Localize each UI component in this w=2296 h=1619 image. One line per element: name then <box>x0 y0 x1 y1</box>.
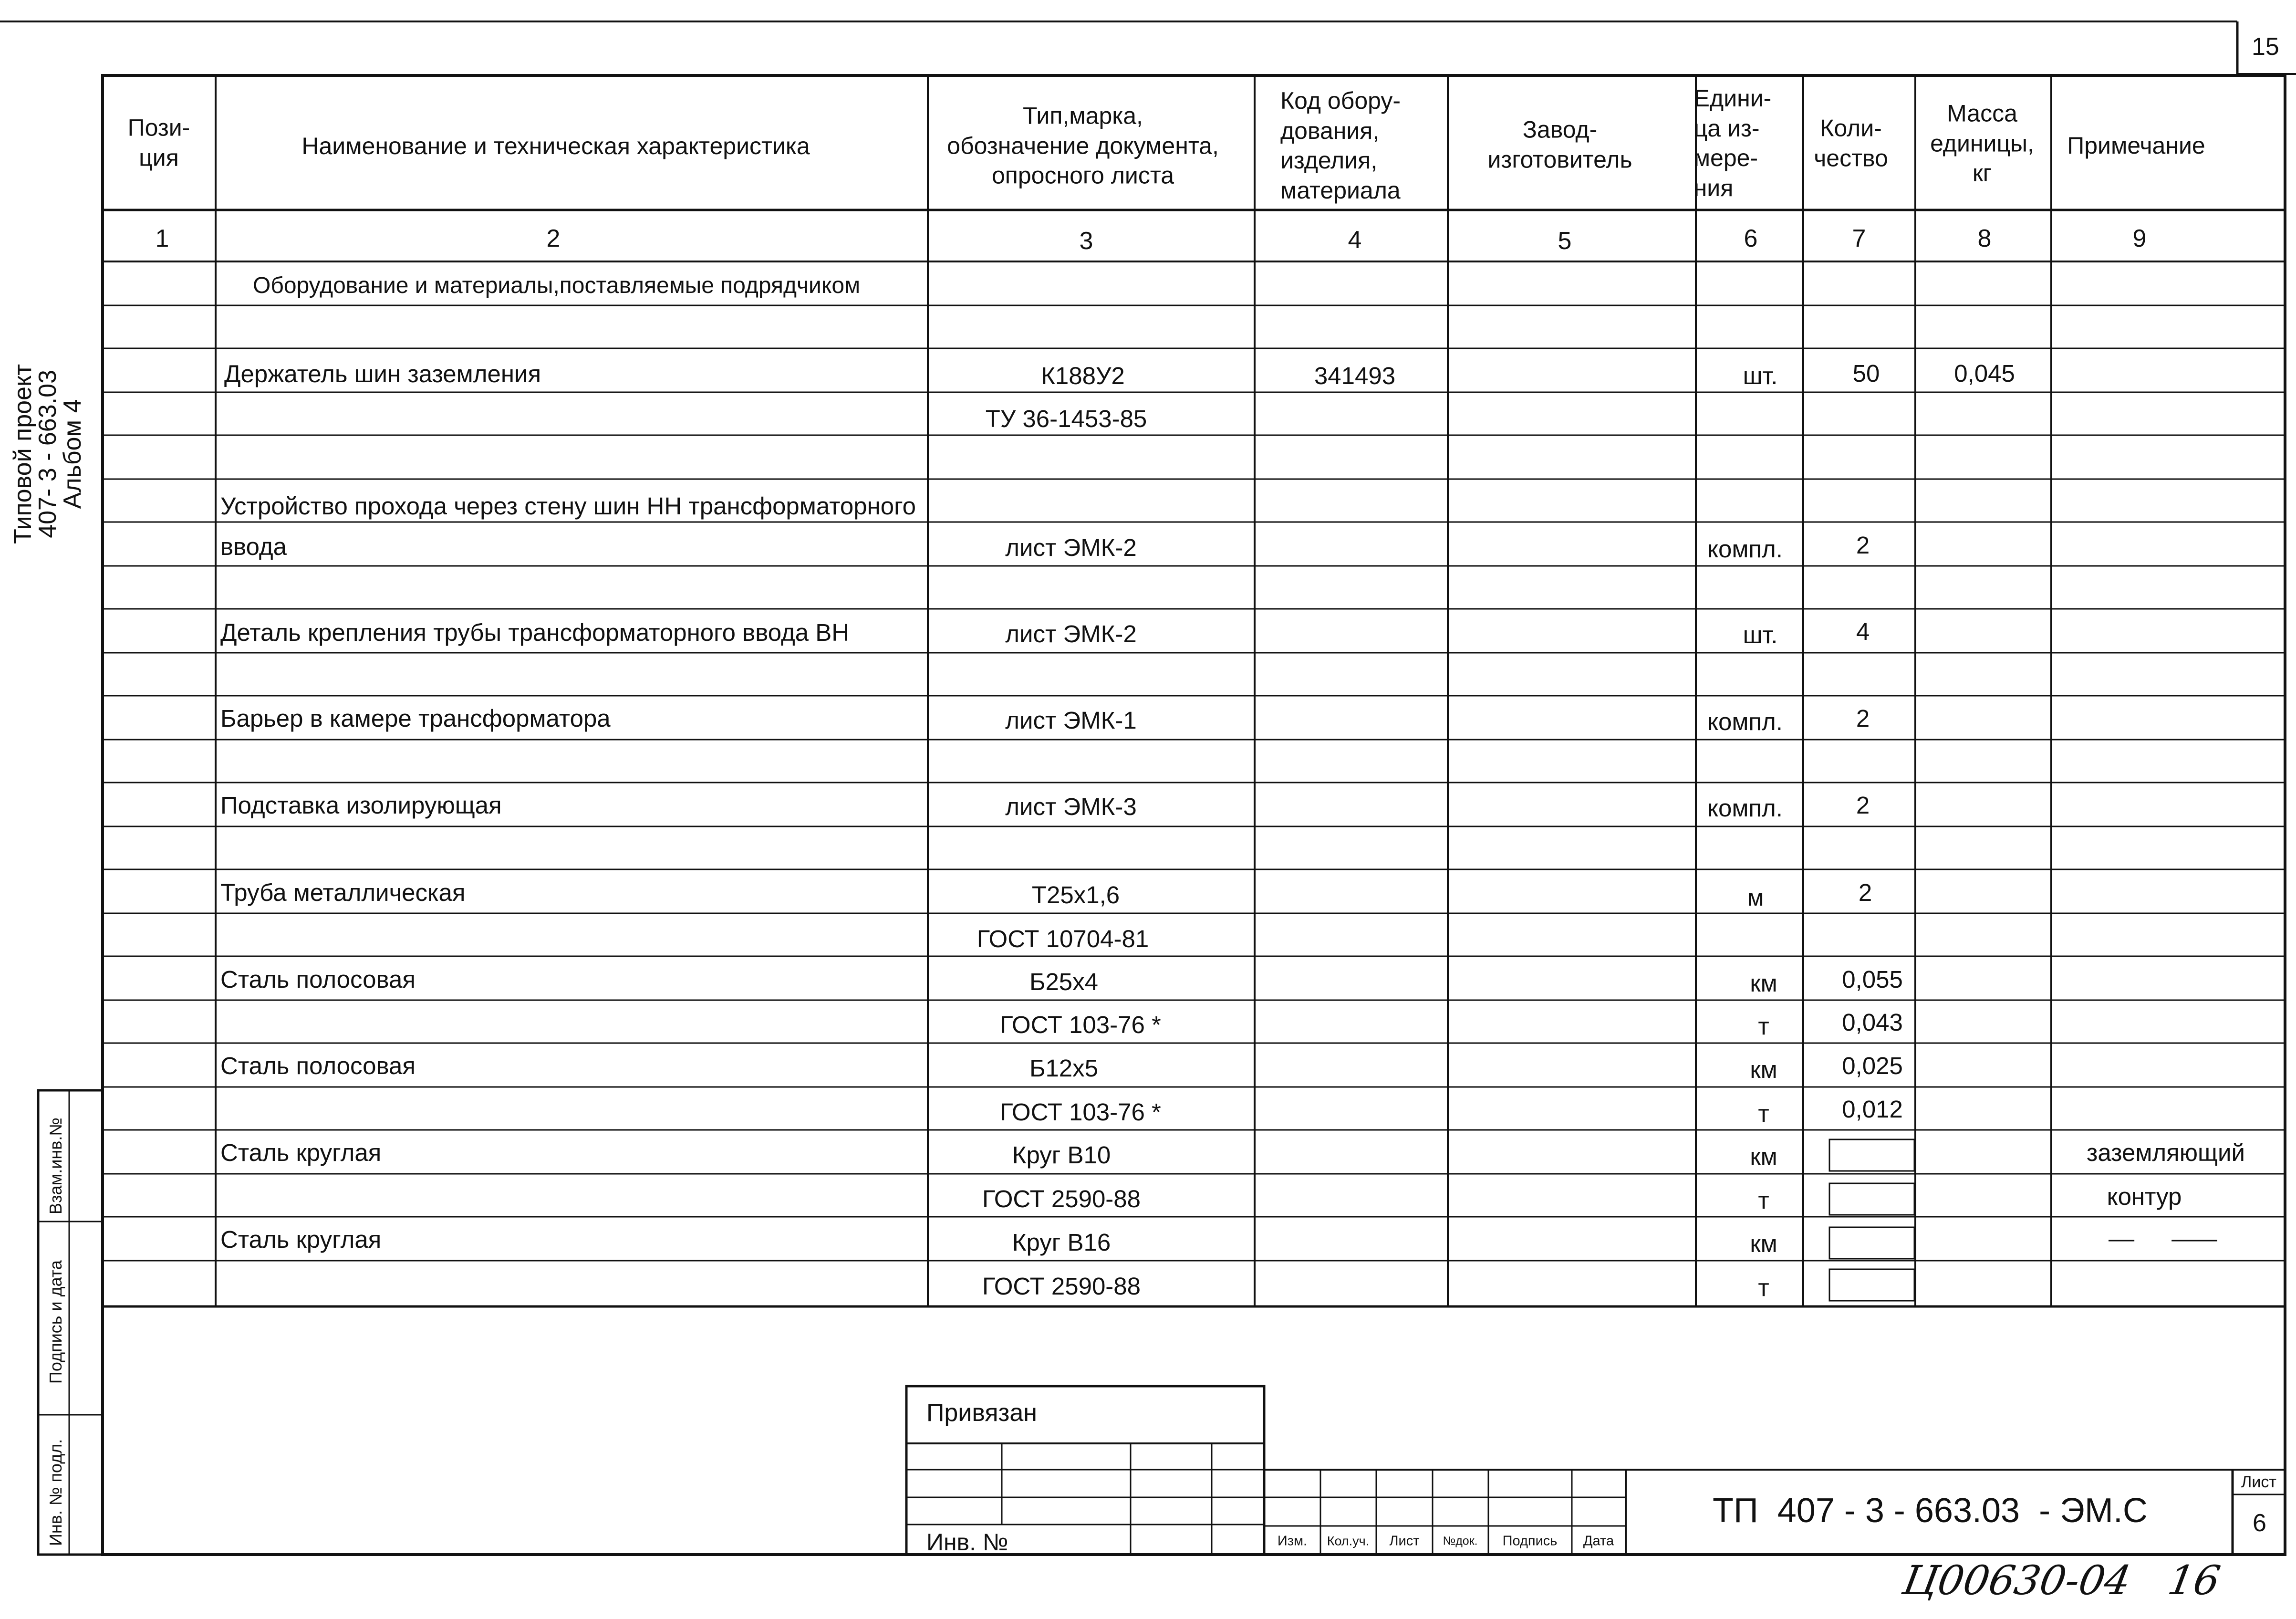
sheet-label: Лист <box>2241 1473 2276 1491</box>
row-qty: 50 <box>1852 360 1880 387</box>
col-number-5: 5 <box>1558 227 1572 255</box>
row-type: ГОСТ 10704-81 <box>977 925 1149 952</box>
kol-uch-label: Кол.уч. <box>1327 1534 1370 1548</box>
no-dok-label: №док. <box>1443 1534 1478 1548</box>
header-name: Наименование и техническая характеристика <box>301 132 810 159</box>
col-number-8: 8 <box>1977 225 1992 252</box>
row-name: Труба металлическая <box>220 879 466 906</box>
row-qty: 2 <box>1856 705 1870 732</box>
header-manufacturer: Завод- изготовитель <box>1487 116 1632 173</box>
row-type: Круг В16 <box>1012 1229 1111 1256</box>
section-title: Оборудование и материалы,поставляемые подрядчиком <box>253 273 861 298</box>
col-number-2: 2 <box>546 225 561 252</box>
row-type: Т25х1,6 <box>1031 881 1120 909</box>
row-name: Сталь полосовая <box>220 1052 416 1079</box>
row-type: ТУ 36-1453-85 <box>985 405 1147 432</box>
row-qty: 2 <box>1858 879 1872 906</box>
col-number-7: 7 <box>1852 225 1866 252</box>
stamp-vzam-inv: Взам.инв.№ <box>46 1117 65 1214</box>
privyazan-label: Привязан <box>926 1399 1038 1427</box>
row-unit: шт. <box>1743 621 1778 648</box>
row-type: ГОСТ 2590-88 <box>982 1273 1141 1300</box>
row-name: Сталь круглая <box>220 1139 382 1166</box>
row-name: Сталь круглая <box>220 1226 382 1253</box>
header-code: Код обору- дования, изделия, материала <box>1280 87 1401 204</box>
sheet-number: 6 <box>2253 1509 2266 1537</box>
row-qty: 2 <box>1856 532 1870 559</box>
row-qty: 0,012 <box>1842 1096 1903 1123</box>
row-type: Б25х4 <box>1029 968 1099 995</box>
col-number-9: 9 <box>2132 225 2147 252</box>
row-mass: 0,045 <box>1954 360 2015 387</box>
row-note: контур <box>2107 1183 2182 1210</box>
header-unit: Едини- ца из- мере- ния <box>1693 85 1772 201</box>
row-type: лист ЭМК-2 <box>1005 534 1137 561</box>
stamp-podpis-data: Подпись и дата <box>46 1260 65 1384</box>
col-number-6: 6 <box>1744 225 1758 252</box>
row-unit: т <box>1758 1100 1769 1127</box>
row-name: Устройство прохода через стену шин НН трансформаторного <box>220 492 916 520</box>
row-name: Держатель шин заземления <box>224 360 541 387</box>
row-unit: компл. <box>1707 708 1783 735</box>
row-type: лист ЭМК-2 <box>1005 620 1137 648</box>
row-type: К188У2 <box>1041 362 1125 389</box>
header-quantity: Коли- чество <box>1814 115 1888 171</box>
izm-label: Изм. <box>1277 1533 1308 1549</box>
row-code: 341493 <box>1314 362 1396 389</box>
row-name: Подставка изолирующая <box>220 792 502 819</box>
row-qty: 2 <box>1856 792 1870 819</box>
row-unit: км <box>1750 1230 1777 1257</box>
row-type: лист ЭМК-1 <box>1005 707 1137 734</box>
row-unit: т <box>1758 1274 1769 1301</box>
row-type: ГОСТ 103-76 * <box>1000 1098 1161 1126</box>
row-type: лист ЭМК-3 <box>1005 793 1137 820</box>
col-number-1: 1 <box>155 225 169 252</box>
row-unit: км <box>1750 1143 1777 1170</box>
row-name: ввода <box>220 533 287 560</box>
handwritten-archive-number: Ц00630-04 16 <box>1899 1557 2224 1604</box>
inv-no-label: Инв. № <box>926 1529 1008 1556</box>
row-unit: км <box>1750 1056 1777 1083</box>
header-mass: Масса единицы, кг <box>1930 100 2034 187</box>
list-label: Лист <box>1389 1533 1420 1549</box>
col-number-3: 3 <box>1079 227 1093 255</box>
stamp-inv-podl: Инв. № подл. <box>46 1439 65 1546</box>
row-unit: км <box>1750 970 1777 997</box>
row-unit: т <box>1758 1013 1769 1040</box>
header-type: Тип,марка, обозначение документа, опросного листа <box>947 102 1219 189</box>
row-type: Б12х5 <box>1029 1055 1099 1082</box>
document-designation: ТП 407 - 3 - 663.03 - ЭМ.С <box>1713 1492 2148 1530</box>
page-number: 15 <box>2252 33 2279 61</box>
row-qty: 0,043 <box>1842 1009 1903 1036</box>
row-name: Сталь полосовая <box>220 966 416 993</box>
podpis-label: Подпись <box>1502 1533 1558 1549</box>
row-unit: компл. <box>1707 535 1783 563</box>
row-qty: 4 <box>1856 618 1870 645</box>
header-position: Пози- ция <box>127 114 190 171</box>
row-type: ГОСТ 2590-88 <box>982 1185 1141 1212</box>
row-type: Круг В10 <box>1012 1141 1111 1169</box>
row-unit: компл. <box>1707 794 1783 822</box>
col-number-4: 4 <box>1348 226 1362 254</box>
row-note: заземляющий <box>2087 1139 2245 1166</box>
header-note: Примечание <box>2067 132 2205 159</box>
data-label: Дата <box>1583 1533 1614 1549</box>
row-unit: т <box>1758 1187 1769 1214</box>
row-unit: м <box>1747 884 1764 911</box>
row-type: ГОСТ 103-76 * <box>1000 1011 1161 1038</box>
row-qty: 0,025 <box>1842 1052 1903 1079</box>
row-name: Барьер в камере трансформатора <box>220 705 611 732</box>
row-note: — " — <box>2134 1234 2171 1246</box>
row-unit: шт. <box>1743 362 1778 389</box>
row-qty: 0,055 <box>1842 966 1903 993</box>
row-name: Деталь крепления трубы трансформаторного ввода ВН <box>220 619 850 646</box>
side-title: Типовой проект 407- 3 - 663.03 Альбом 4 <box>9 364 86 544</box>
